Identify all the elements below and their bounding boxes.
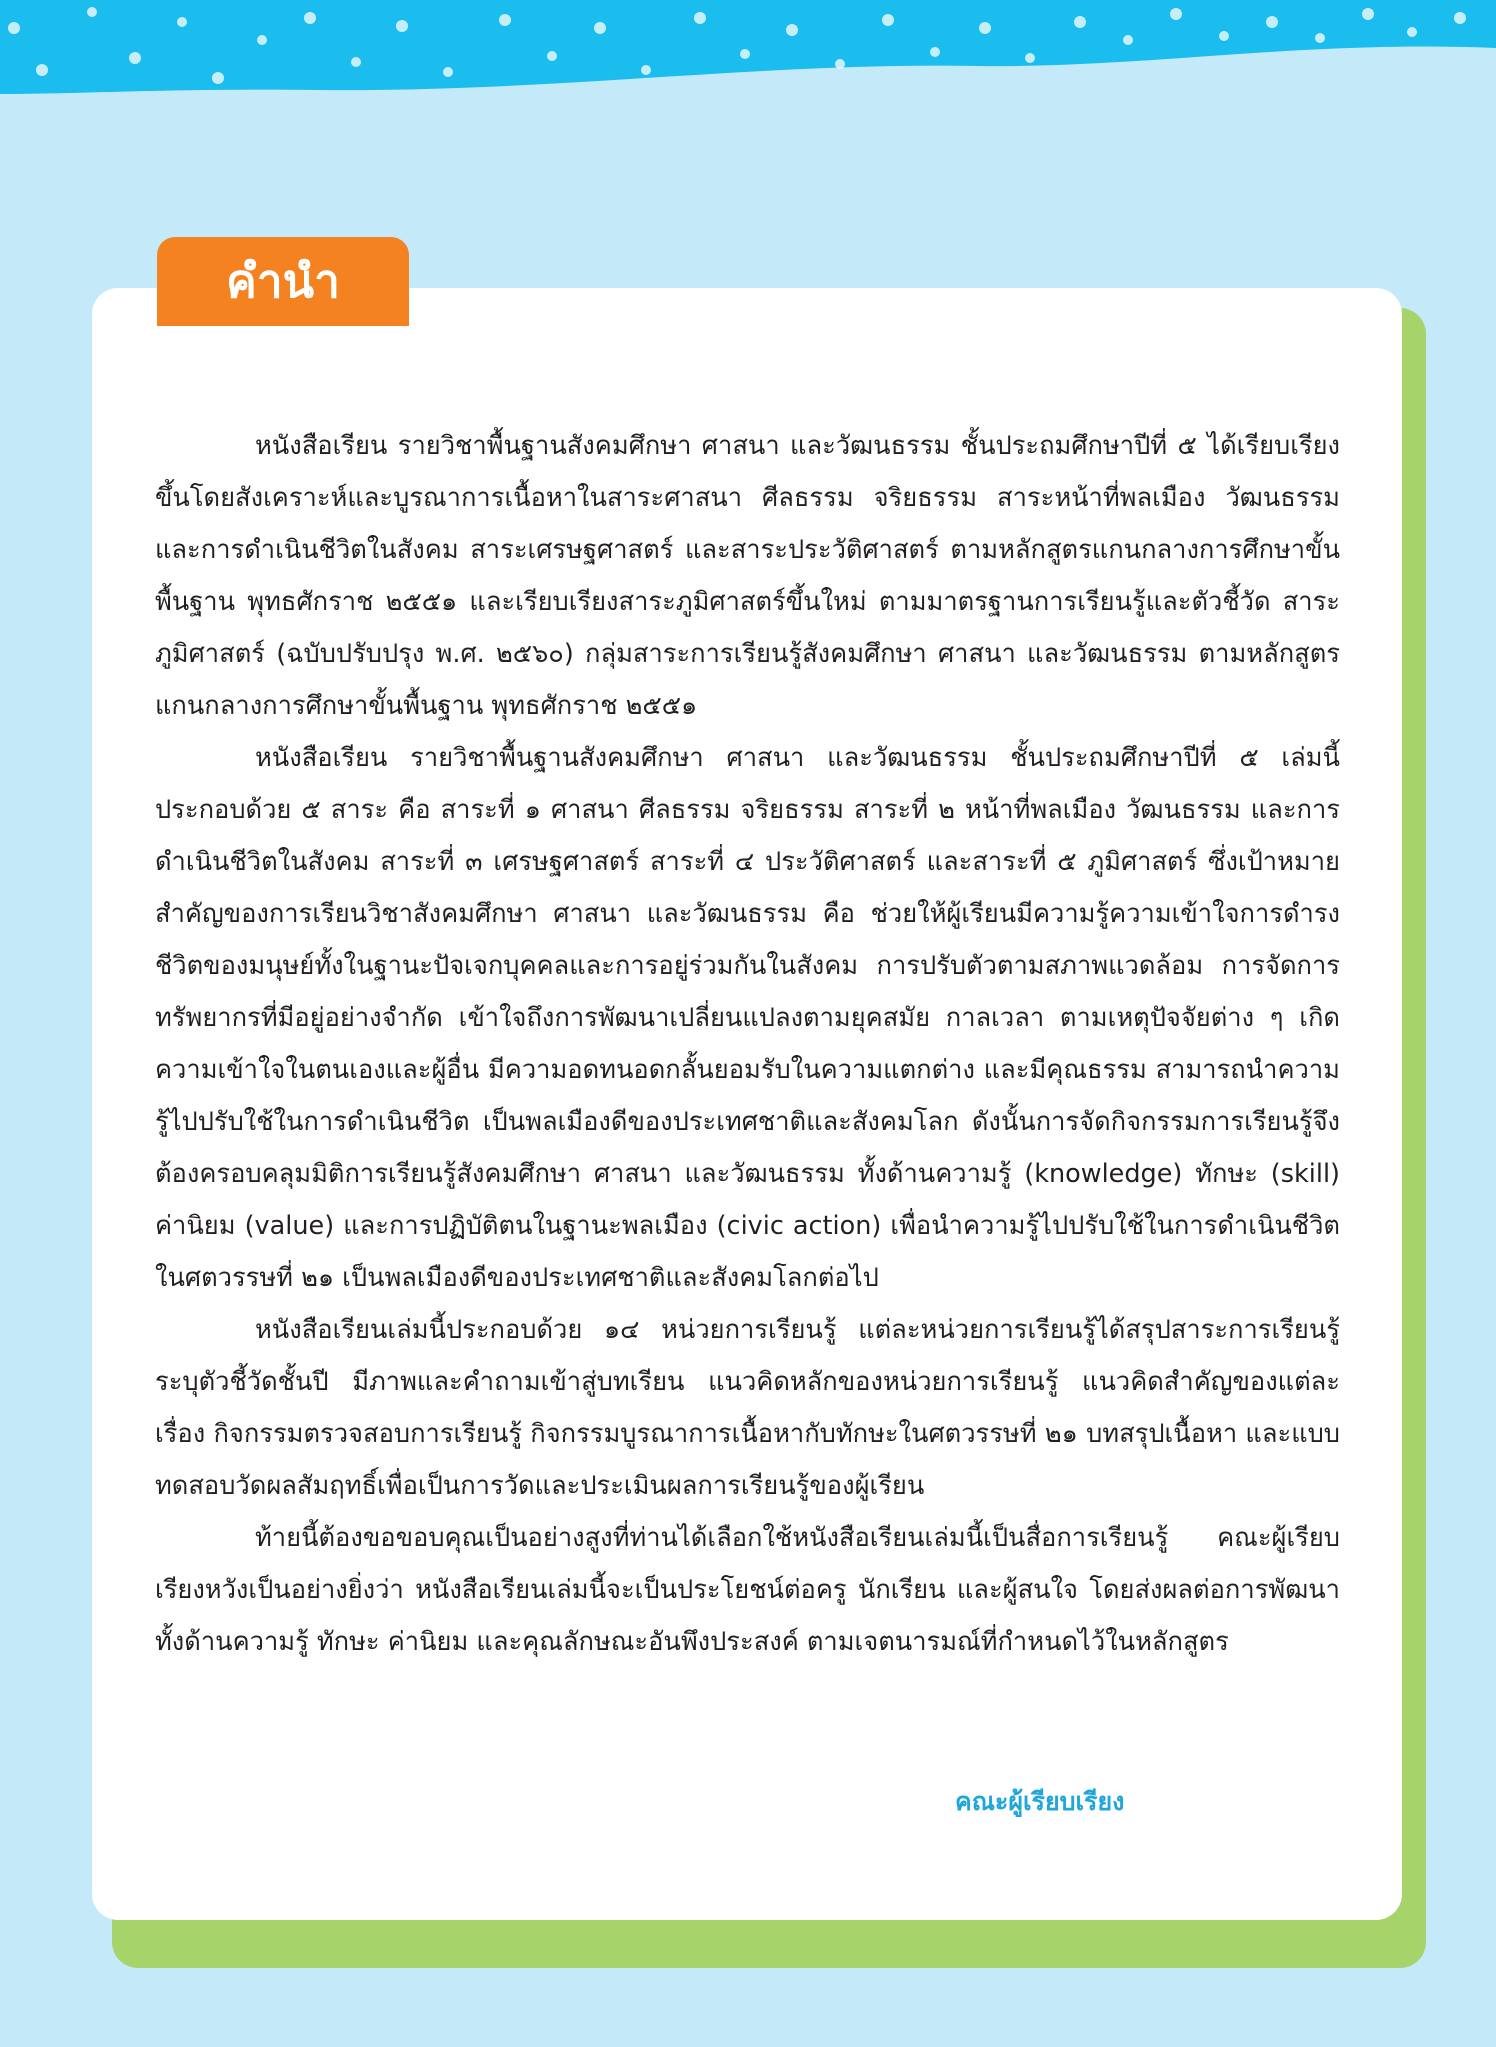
author-signature: คณะผู้เรียบเรียง [955, 1787, 1125, 1816]
paragraph-4: ท้ายนี้ต้องขอขอบคุณเป็นอย่างสูงที่ท่านได้เลือกใช้หนังสือเรียนเล่มนี้เป็นสื่อการเรียนรู้ คณะผู้เรียบเรียงหวังเป็นอย่างยิ่งว่า หนังสือเรียนเล่มนี้จะเป็นประโยชน์ต่อครู นักเรียน และผู้สนใจ โดยส่งผลต่อการพัฒนา ทั้งด้านความรู้ ทักษะ ค่านิยม และคุณลักษณะอันพึงประสงค์ ตามเจตนารมณ์ที่กำหนดไว้ในหลักสูตร [155, 1523, 1340, 1657]
preface-body [155, 420, 1340, 1668]
paragraph-1: หนังสือเรียน รายวิชาพื้นฐานสังคมศึกษา ศาสนา และวัฒนธรรม ชั้นประถมศึกษาปีที่ ๕ ได้เรียบเรียงขึ้นโดยสังเคราะห์และบูรณาการเนื้อหาในสาระศาสนา ศีลธรรม จริยธรรม สาระหน้าที่พลเมือง วัฒนธรรม และการดำเนินชีวิตในสังคม สาระเศรษฐศาสตร์ และสาระประวัติศาสตร์ ตามหลักสูตรแกนกลางการศึกษาขั้นพื้นฐาน พุทธศักราช ๒๕๕๑ และเรียบเรียงสาระภูมิศาสตร์ขึ้นใหม่ ตามมาตรฐานการเรียนรู้และตัวชี้วัด สาระภูมิศาสตร์ (ฉบับปรับปรุง พ.ศ. ๒๕๖๐) กลุ่มสาระการเรียนรู้สังคมศึกษา ศาสนา และวัฒนธรรม ตามหลักสูตรแกนกลางการศึกษาขั้นพื้นฐาน พุทธศักราช ๒๕๕๑ [155, 431, 1340, 721]
page-title: คำนำ [157, 237, 409, 326]
top-wave-band [0, 0, 1496, 110]
paragraph-3: หนังสือเรียนเล่มนี้ประกอบด้วย ๑๔ หน่วยการเรียนรู้ แต่ละหน่วยการเรียนรู้ได้สรุปสาระการเรียนรู้ ระบุตัวชี้วัดชั้นปี มีภาพและคำถามเข้าสู่บทเรียน แนวคิดหลักของหน่วยการเรียนรู้ แนวคิดสำคัญของแต่ละเรื่อง กิจกรรมตรวจสอบการเรียนรู้ กิจกรรมบูรณาการเนื้อหากับทักษะในศตวรรษที่ ๒๑ บทสรุปเนื้อหา และแบบทดสอบวัดผลสัมฤทธิ์เพื่อเป็นการวัดและประเมินผลการเรียนรู้ของผู้เรียน [155, 1315, 1340, 1501]
paragraph-2: หนังสือเรียน รายวิชาพื้นฐานสังคมศึกษา ศาสนา และวัฒนธรรม ชั้นประถมศึกษาปีที่ ๕ เล่มนี้ประกอบด้วย ๕ สาระ คือ สาระที่ ๑ ศาสนา ศีลธรรม จริยธรรม สาระที่ ๒ หน้าที่พลเมือง วัฒนธรรม และการดำเนินชีวิตในสังคม สาระที่ ๓ เศรษฐศาสตร์ สาระที่ ๔ ประวัติศาสตร์ และสาระที่ ๕ ภูมิศาสตร์ ซึ่งเป้าหมายสำคัญของการเรียนวิชาสังคมศึกษา ศาสนา และวัฒนธรรม คือ ช่วยให้ผู้เรียนมีความรู้ความเข้าใจการดำรงชีวิตของมนุษย์ทั้งในฐานะปัจเจกบุคคลและการอยู่ร่วมกันในสังคม การปรับตัวตามสภาพแวดล้อม การจัดการทรัพยากรที่มีอยู่อย่างจำกัด เข้าใจถึงการพัฒนาเปลี่ยนแปลงตามยุคสมัย กาลเวลา ตามเหตุปัจจัยต่าง ๆ เกิดความเข้าใจในตนเองและผู้อื่น มีความอดทนอดกลั้นยอมรับในความแตกต่าง และมีคุณธรรม สามารถนำความรู้ไปปรับใช้ในการดำเนินชีวิต เป็นพลเมืองดีของประเทศชาติและสังคมโลก ดังนั้นการจัดกิจกรรมการเรียนรู้จึงต้องครอบคลุมมิติการเรียนรู้สังคมศึกษา ศาสนา และวัฒนธรรม ทั้งด้านความรู้ (knowledge) ทักษะ (skill) ค่านิยม (value) และการปฏิบัติตนในฐานะพลเมือง (civic action) เพื่อนำความรู้ไปปรับใช้ในการดำเนินชีวิตในศตวรรษที่ ๒๑ เป็นพลเมืองดีของประเทศชาติและสังคมโลกต่อไป [155, 743, 1340, 1293]
